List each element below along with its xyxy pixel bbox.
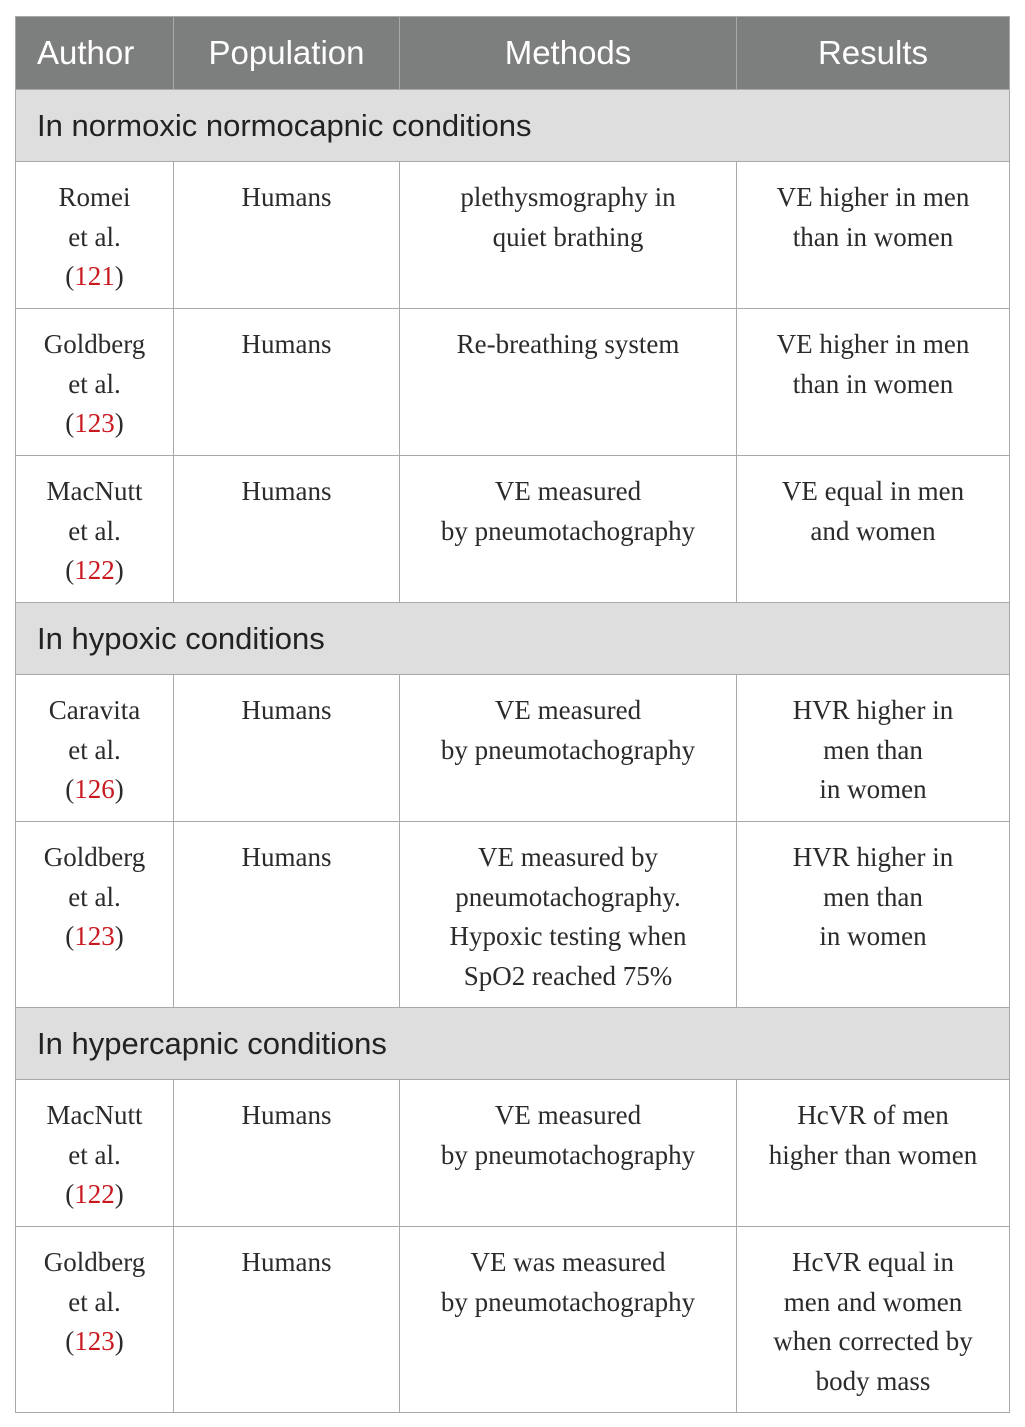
methods-line: by pneumotachography: [440, 515, 696, 546]
author-line: MacNutt: [46, 476, 143, 506]
author-line: et al.: [68, 734, 121, 765]
population-cell: Humans: [174, 162, 400, 309]
methods-line: Re-breathing system: [456, 329, 680, 359]
author-line: Goldberg: [43, 842, 146, 872]
section-title: In hypercapnic conditions: [16, 1008, 1010, 1080]
results-line: and women: [810, 515, 936, 546]
table-row: [16, 675, 1010, 822]
comparison-table: [15, 16, 1010, 1413]
author-cell: [16, 162, 174, 309]
section-row: [16, 90, 1010, 162]
methods-line: VE measured: [494, 1100, 642, 1130]
reference-line: (122): [65, 1179, 124, 1209]
results-cell: [737, 309, 1010, 456]
results-line: HVR higher in: [792, 842, 954, 872]
section-title: In hypoxic conditions: [16, 603, 1010, 675]
results-line: in women: [819, 921, 927, 951]
author-line: Caravita: [48, 695, 141, 725]
section-row: [16, 1008, 1010, 1080]
reference-line: (121): [65, 261, 124, 291]
author-line: et al.: [68, 1139, 121, 1170]
table-row: [16, 309, 1010, 456]
methods-line: by pneumotachography: [440, 734, 696, 765]
results-line: VE equal in men: [781, 476, 965, 506]
methods-cell: [400, 1080, 737, 1227]
reference-link[interactable]: 123: [74, 408, 115, 438]
methods-cell: [400, 162, 737, 309]
reference-link[interactable]: 122: [74, 1179, 115, 1209]
methods-line: VE measured by: [478, 842, 658, 872]
reference-link[interactable]: 126: [74, 774, 115, 804]
population-cell: Humans: [174, 1227, 400, 1413]
table-row: [16, 1227, 1010, 1413]
results-line: when corrected by: [773, 1326, 973, 1356]
results-cell: [737, 1227, 1010, 1413]
author-line: Goldberg: [43, 329, 146, 359]
methods-line: VE measured: [494, 476, 642, 506]
methods-cell: [400, 456, 737, 603]
header-population: Population: [174, 17, 400, 90]
reference-link[interactable]: 121: [74, 261, 115, 291]
population-cell: Humans: [174, 675, 400, 822]
table-row: [16, 1080, 1010, 1227]
results-line: men and women: [783, 1286, 963, 1317]
results-cell: [737, 675, 1010, 822]
methods-cell: [400, 309, 737, 456]
results-line: than in women: [792, 368, 954, 399]
reference-line: (122): [65, 555, 124, 585]
results-line: men than: [823, 734, 923, 765]
header-methods: Methods: [400, 17, 737, 90]
methods-line: plethysmography in: [460, 182, 676, 212]
results-line: in women: [819, 774, 927, 804]
table-body: [16, 90, 1010, 1413]
methods-line: pneumotachography.: [455, 881, 681, 912]
table-row: [16, 162, 1010, 309]
methods-cell: [400, 1227, 737, 1413]
results-line: VE higher in men: [776, 329, 970, 359]
table-row: [16, 822, 1010, 1008]
header-row: [16, 17, 1010, 90]
population-cell: Humans: [174, 822, 400, 1008]
population-cell: Humans: [174, 456, 400, 603]
author-line: et al.: [68, 221, 121, 252]
results-line: VE higher in men: [776, 182, 970, 212]
author-line: Romei: [58, 182, 131, 212]
results-line: HcVR of men: [797, 1100, 949, 1130]
author-line: et al.: [68, 368, 121, 399]
author-line: Goldberg: [43, 1247, 146, 1277]
methods-cell: [400, 822, 737, 1008]
methods-cell: [400, 675, 737, 822]
methods-line: Hypoxic testing when: [449, 921, 687, 951]
author-cell: [16, 456, 174, 603]
author-cell: [16, 1080, 174, 1227]
section-row: [16, 603, 1010, 675]
methods-line: SpO2 reached 75%: [463, 960, 673, 991]
author-cell: [16, 675, 174, 822]
author-line: et al.: [68, 515, 121, 546]
population-cell: Humans: [174, 1080, 400, 1227]
results-cell: [737, 162, 1010, 309]
results-line: body mass: [815, 1365, 931, 1396]
header-results: Results: [737, 17, 1010, 90]
reference-link[interactable]: 123: [74, 921, 115, 951]
results-cell: [737, 456, 1010, 603]
reference-line: (126): [65, 774, 124, 804]
methods-line: by pneumotachography: [440, 1286, 696, 1317]
author-cell: [16, 309, 174, 456]
results-line: higher than women: [768, 1139, 978, 1170]
results-line: than in women: [792, 221, 954, 252]
reference-link[interactable]: 122: [74, 555, 115, 585]
methods-line: VE was measured: [470, 1247, 666, 1277]
reference-line: (123): [65, 921, 124, 951]
author-line: MacNutt: [46, 1100, 143, 1130]
methods-line: by pneumotachography: [440, 1139, 696, 1170]
table-row: [16, 456, 1010, 603]
results-line: men than: [823, 881, 923, 912]
section-title: In normoxic normocapnic conditions: [16, 90, 1010, 162]
methods-line: VE measured: [494, 695, 642, 725]
header-author: Author: [16, 17, 174, 90]
results-cell: [737, 822, 1010, 1008]
reference-link[interactable]: 123: [74, 1326, 115, 1356]
author-cell: [16, 1227, 174, 1413]
population-cell: Humans: [174, 309, 400, 456]
author-line: et al.: [68, 1286, 121, 1317]
author-line: et al.: [68, 881, 121, 912]
reference-line: (123): [65, 408, 124, 438]
methods-line: quiet brathing: [492, 221, 644, 252]
results-cell: [737, 1080, 1010, 1227]
results-line: HVR higher in: [792, 695, 954, 725]
author-cell: [16, 822, 174, 1008]
results-line: HcVR equal in: [792, 1247, 954, 1277]
reference-line: (123): [65, 1326, 124, 1356]
